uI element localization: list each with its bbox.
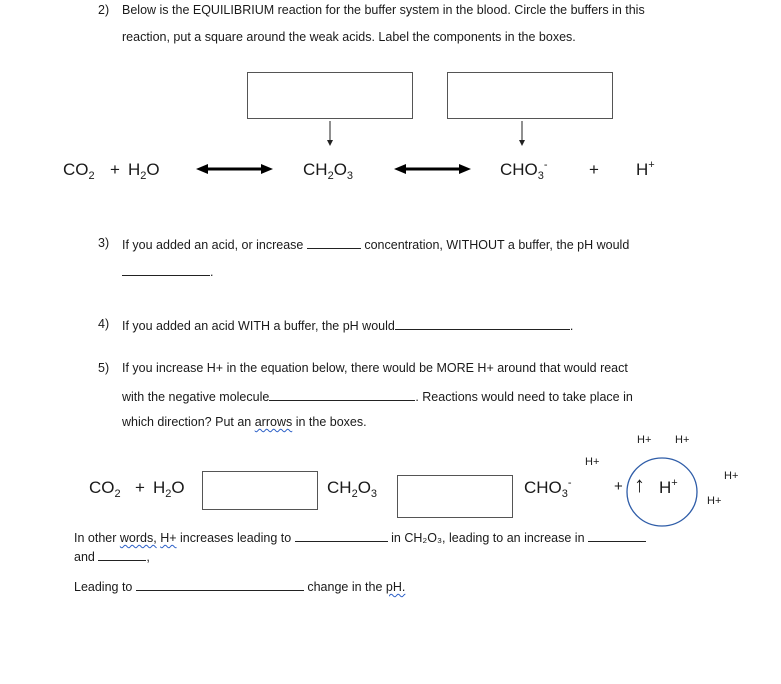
hplus-label-5: H+ — [707, 495, 722, 507]
eq2-plus-1: + — [135, 478, 145, 497]
eq2-cho3: $CHO_3^-$ — [524, 477, 572, 500]
eq2-plus-2: + — [614, 478, 623, 495]
hplus-label-2: H+ — [675, 434, 690, 446]
up-arrow-icon: ↑ — [634, 472, 645, 497]
eq2-ch2o3: $CH_2O_3$ — [327, 478, 378, 500]
q4-number: 4) — [98, 317, 110, 331]
conclusion-blank-4[interactable] — [136, 579, 304, 591]
eq1-ch2o3: $CH_2O_3$ — [303, 160, 354, 182]
q2-text-line2: reaction, put a square around the weak acids. Label the components in the boxes. — [122, 30, 576, 44]
q2-text-line1: Below is the EQUILIBRIUM reaction for the buffer system in the blood. Circle the buffers in this — [122, 3, 645, 17]
eq2-h2o: $H_2O$ — [153, 478, 185, 500]
eq1-plus-2: + — [589, 160, 599, 179]
eq1-cho3: $CHO_3^-$ — [500, 159, 548, 182]
q5-text-line1: If you increase H+ in the equation below, there would be MORE H+ around that would react — [122, 361, 628, 375]
eq1-plus-1: + — [110, 160, 120, 179]
conclusion-blank-2[interactable] — [588, 530, 646, 542]
q3-text-line2: . — [122, 264, 213, 279]
q4-text: If you added an acid WITH a buffer, the pH would . — [122, 319, 574, 333]
conclusion-blank-1[interactable] — [295, 530, 388, 542]
q5-number: 5) — [98, 361, 110, 375]
eq1-h2o: $H_2O$ — [128, 160, 160, 182]
conclusion-line1: In other words, H+ increases leading to in CH₂O₃, leading to an increase in — [74, 530, 646, 545]
hplus-label-4: H+ — [724, 470, 739, 482]
conclusion-line3: Leading to change in the pH. — [74, 580, 406, 594]
hplus-label-1: H+ — [637, 434, 652, 446]
eq2-co2: $CO_2$ — [89, 478, 121, 500]
q5-text-line2: with the negative molecule . Reactions would need to take place in — [122, 390, 633, 404]
q2-number: 2) — [98, 3, 110, 17]
eq1-co2: $CO_2$ — [63, 160, 95, 182]
conclusion-blank-3[interactable] — [98, 549, 146, 561]
q5-text-line3: which direction? Put an arrows in the boxes. — [122, 415, 367, 429]
hplus-label-3: H+ — [585, 456, 600, 468]
eq1-h-plus: H+ — [636, 159, 655, 179]
conclusion-line2: and , — [74, 550, 150, 564]
q3-number: 3) — [98, 236, 110, 250]
q3-text-line1: If you added an acid, or increase concentration, WITHOUT a buffer, the pH would — [122, 238, 630, 252]
eq2-h-plus: H+ — [659, 477, 678, 497]
